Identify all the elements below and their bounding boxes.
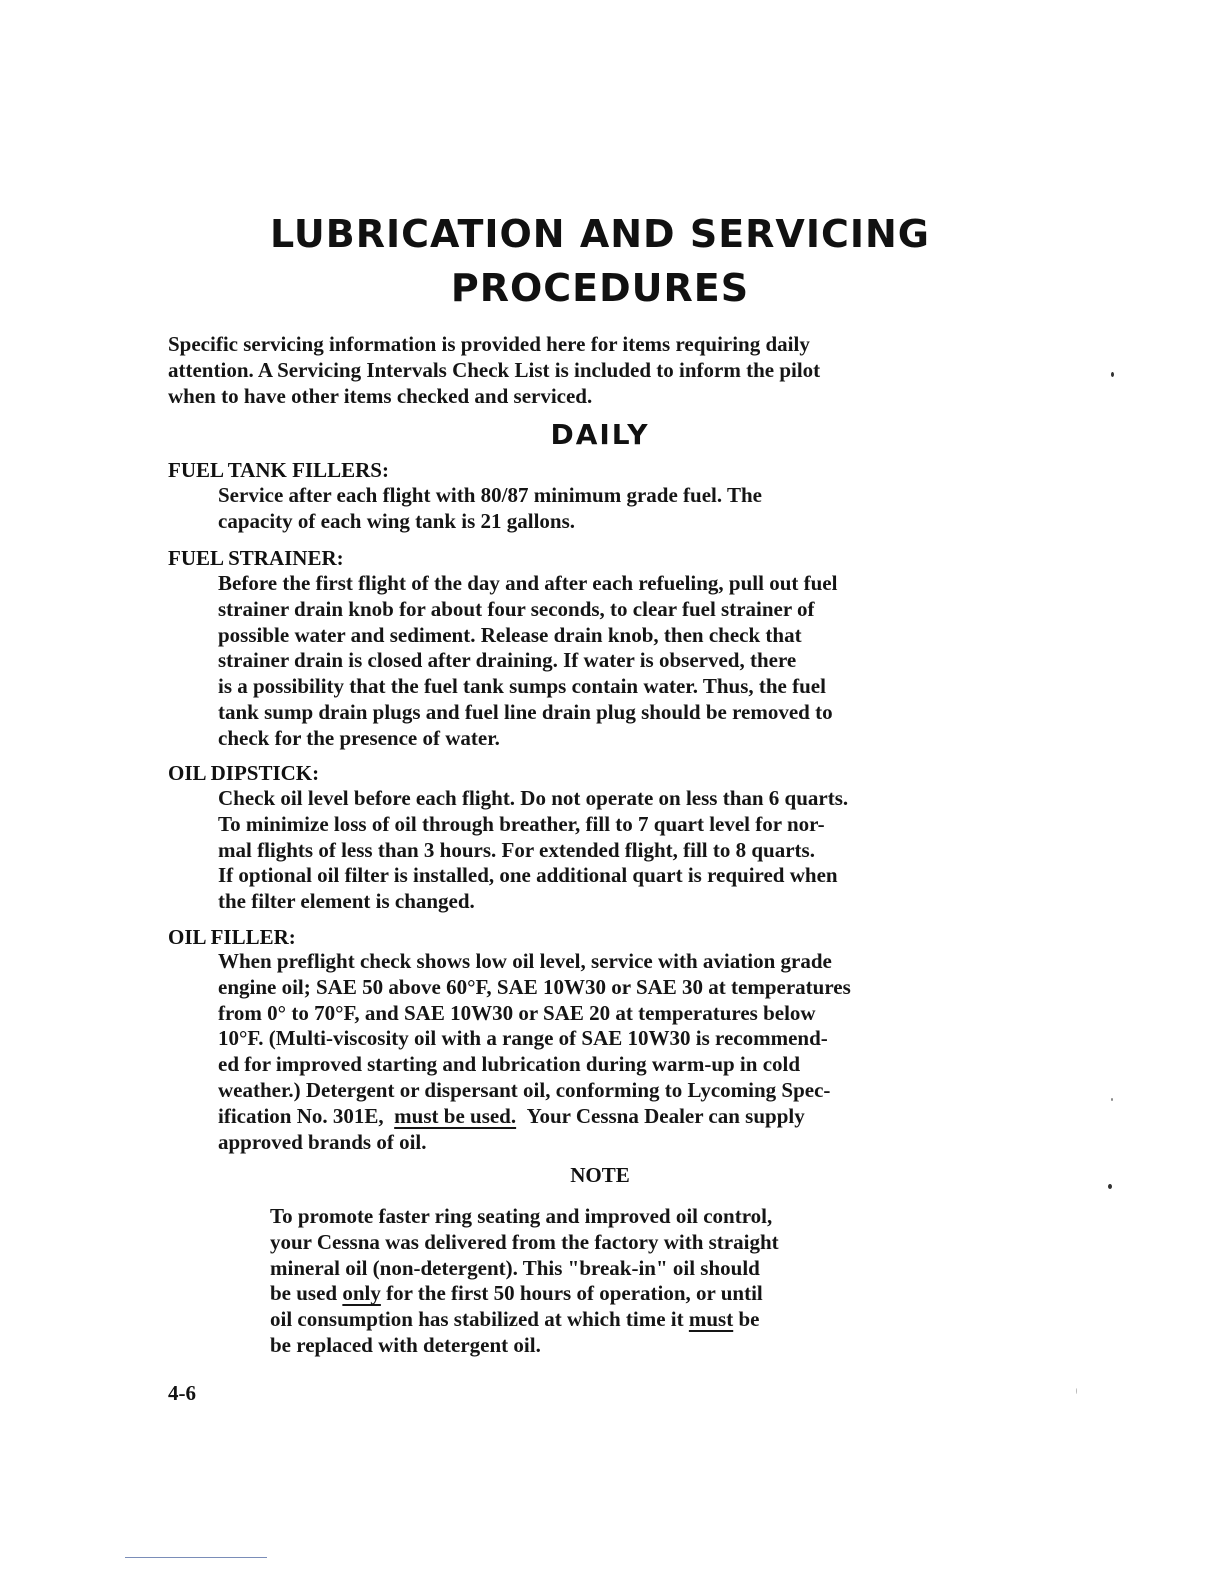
- fuel-strainer-heading: FUEL STRAINER:: [168, 546, 344, 570]
- text-line: To minimize loss of oil through breather, fill to 7 quart level for nor-: [218, 811, 825, 836]
- text-line: strainer drain knob for about four seconds, to clear fuel strainer of: [218, 596, 815, 621]
- scan-speck: [1108, 1184, 1112, 1189]
- text-fragment: oil consumption has stabilized at which time it: [270, 1307, 684, 1332]
- note-line: be replaced with detergent oil.: [270, 1332, 541, 1357]
- text-line: strainer drain is closed after draining. If water is observed, there: [218, 648, 797, 673]
- text-line: When preflight check shows low oil level, service with aviation grade: [218, 949, 832, 973]
- text-line: tank sump drain plugs and fuel line drain plug should be removed to: [218, 699, 833, 724]
- intro-line: attention. A Servicing Intervals Check List is included to inform the pilot: [168, 357, 821, 382]
- fuel-strainer-text: [218, 571, 1068, 752]
- text-line: the filter element is changed.: [218, 889, 475, 914]
- emphasis-must: must: [688, 1307, 734, 1332]
- text-line: Service after each flight with 80/87 minimum grade fuel. The: [218, 483, 762, 507]
- scan-speck: [1111, 1098, 1113, 1101]
- text-line: Before the first flight of the day and after each refueling, pull out fuel: [218, 571, 838, 595]
- footer-rule: [125, 1557, 267, 1558]
- note-line: To promote faster ring seating and improved oil control,: [270, 1204, 773, 1228]
- scan-speck: [1076, 1388, 1077, 1394]
- text-line: check for the presence of water.: [218, 725, 500, 750]
- text-line: approved brands of oil.: [218, 1129, 427, 1154]
- oil-dipstick-heading: OIL DIPSTICK:: [168, 761, 320, 785]
- text-line: ed for improved starting and lubrication during warm-up in cold: [218, 1052, 801, 1077]
- intro-line: Specific servicing information is provided here for items requiring daily: [168, 332, 810, 356]
- oil-filler-text: [218, 949, 1068, 1155]
- fuel-tank-fillers-heading: FUEL TANK FILLERS:: [168, 458, 389, 482]
- note-line: [270, 1307, 970, 1333]
- oil-filler-heading: OIL FILLER:: [168, 925, 296, 949]
- section-heading-daily: DAILY: [550, 418, 650, 451]
- text-line: capacity of each wing tank is 21 gallons.: [218, 508, 576, 533]
- text-fragment: be used: [270, 1281, 338, 1306]
- text-line: weather.) Detergent or dispersant oil, conforming to Lycoming Spec-: [218, 1077, 831, 1102]
- note-line: your Cessna was delivered from the factory with straight: [270, 1229, 779, 1254]
- text-fragment: be: [738, 1307, 760, 1332]
- text-line: If optional oil filter is installed, one additional quart is required when: [218, 863, 838, 888]
- emphasis-must-be-used: must be used.: [394, 1103, 517, 1128]
- fuel-tank-fillers-text: [218, 483, 1068, 535]
- text-line: is a possibility that the fuel tank sumps contain water. Thus, the fuel: [218, 674, 826, 699]
- note-line: mineral oil (non-detergent). This "break-in" oil should: [270, 1255, 760, 1280]
- text-line: possible water and sediment. Release drain knob, then check that: [218, 622, 802, 647]
- text-line: 10°F. (Multi-viscosity oil with a range of SAE 10W30 is recommend-: [218, 1026, 828, 1051]
- text-line: mal flights of less than 3 hours. For extended flight, fill to 8 quarts.: [218, 837, 815, 862]
- oil-dipstick-text: [218, 786, 1068, 915]
- text-fragment: ification No. 301E,: [218, 1103, 384, 1128]
- text-line: engine oil; SAE 50 above 60°F, SAE 10W30 or SAE 30 at temperatures: [218, 974, 851, 999]
- text-line: [218, 1104, 1068, 1130]
- text-line: Check oil level before each flight. Do not operate on less than 6 quarts.: [218, 786, 849, 810]
- page-title-line-1: LUBRICATION AND SERVICING: [270, 212, 930, 256]
- note-label: NOTE: [570, 1163, 630, 1187]
- text-fragment: for the first 50 hours of operation, or until: [386, 1281, 763, 1306]
- page-number: 4-6: [168, 1381, 196, 1405]
- text-line: from 0° to 70°F, and SAE 10W30 or SAE 20 at temperatures below: [218, 1000, 816, 1025]
- text-fragment: Your Cessna Dealer can supply: [526, 1103, 805, 1128]
- emphasis-only: only: [342, 1281, 381, 1306]
- intro-paragraph: [168, 332, 1048, 409]
- intro-line: when to have other items checked and serviced.: [168, 383, 593, 408]
- note-text: [270, 1204, 970, 1359]
- page-title-line-2: PROCEDURES: [450, 266, 750, 310]
- scan-speck: [1111, 372, 1114, 377]
- note-line: [270, 1281, 970, 1307]
